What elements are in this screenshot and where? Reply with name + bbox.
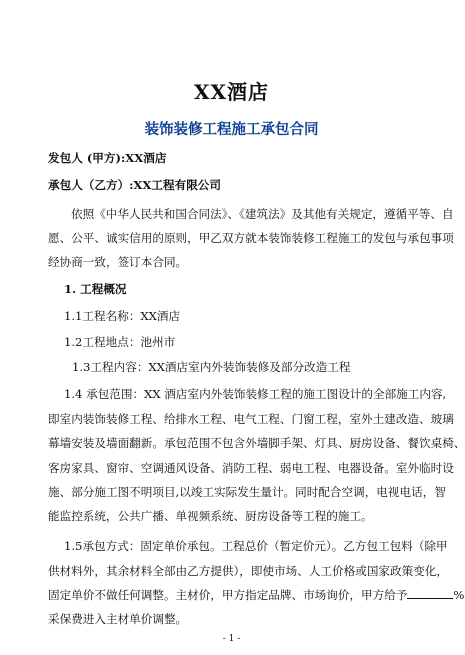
scope-line: 幕墙安装及墙面翻新。承包范围不包含外墙脚手架、灯具、厨房设备、餐饮桌椅、 <box>48 436 465 450</box>
section-heading: 1. 工程概况 <box>64 282 127 296</box>
item-project-content: 1.3工程内容：XX酒店室内外装饰装修及部分改造工程 <box>72 360 351 374</box>
page-number: - 1 - <box>222 634 241 644</box>
intro-line: 依照《中华人民共和国合同法》、《建筑法》及其他有关规定，遵循平等、自 <box>71 207 454 221</box>
scope-line: 施、部分施工图不明项目,以竣工实际发生量计。同时配合空调，电视电话，智 <box>48 485 446 499</box>
party-a: 发包人 (甲方):XX酒店 <box>48 151 167 165</box>
scope-line: 能监控系统，公共广播、单视频系统、厨房设备等工程的施工。 <box>48 509 373 523</box>
item-project-name: 1.1工程名称：XX酒店 <box>64 309 181 323</box>
contract-mode-line: 采保费进入主材单价调整。 <box>48 612 188 626</box>
document-title: XX酒店 <box>193 80 270 104</box>
item-project-location: 1.2工程地点：池州市 <box>64 335 176 349</box>
contract-mode-line: 1.5承包方式：固定单价承包。工程总价（暂定价元）。乙方包工包料（除甲 <box>64 539 448 553</box>
contract-mode-line: 供材料外，其余材料全部由乙方提供），即使市场、人工价格或国家政策变化， <box>48 564 448 578</box>
percent-sign: % <box>453 588 465 602</box>
contract-subtitle: 装饰装修工程施工承包合同 <box>144 121 319 138</box>
contract-mode-text: 固定单价不做任何调整。主材价，甲方指定品牌、市场询价，甲方给予 <box>48 588 408 602</box>
party-b: 承包人（乙方）:XX工程有限公司 <box>48 178 221 192</box>
scope-line: 即室内装饰装修工程、给排水工程、电气工程、门窗工程，室外土建改造、玻璃 <box>48 412 454 426</box>
contract-mode-line <box>48 587 464 603</box>
scope-line: 1.4 承包范围：XX 酒店室内外装饰装修工程的施工图设计的全部施工内容, <box>64 387 447 401</box>
scope-line: 客房家具、窗帘、空调通风设备、消防工程、弱电工程、电器设备。室外临时设 <box>48 461 454 475</box>
intro-line: 愿、公平、诚实信用的原则，甲乙双方就本装饰装修工程施工的发包与承包事项 <box>48 231 454 245</box>
blank-underline <box>407 587 453 599</box>
intro-line: 经协商一致，签订本合同。 <box>48 255 188 269</box>
